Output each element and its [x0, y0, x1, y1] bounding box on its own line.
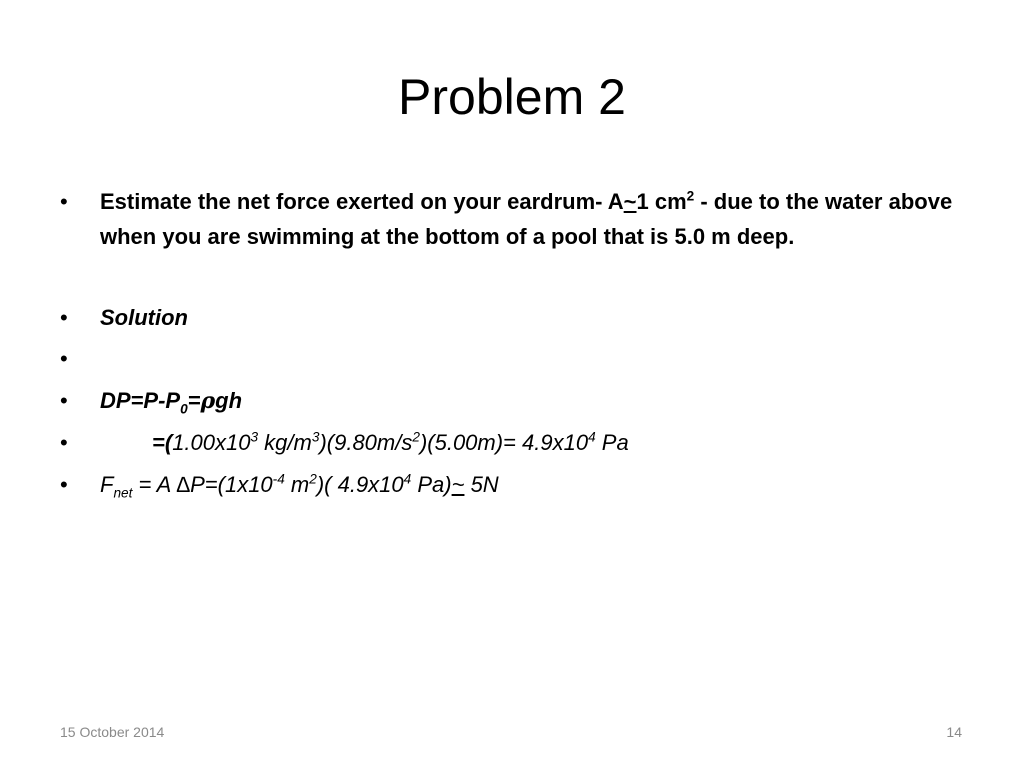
eq3-part-e: )( 4.9x10: [316, 472, 404, 497]
eq2-part-e: Pa: [595, 430, 629, 455]
eq3-part-a: F: [100, 472, 114, 497]
eq3-sup1: -4: [272, 471, 285, 487]
eq2-part-c: )(9.80m/s: [319, 430, 413, 455]
problem-text-part1: Estimate the net force exerted on your eardrum- A: [100, 189, 624, 214]
rho-symbol: ρ: [200, 388, 216, 414]
eq2-sup1: 3: [250, 429, 259, 445]
eq2-sup2: 3: [311, 429, 320, 445]
footer-date: 15 October 2014: [60, 724, 165, 740]
eq2-lead: =(: [152, 430, 173, 455]
bullet-dot: •: [60, 472, 68, 497]
eq3-part-d: m: [284, 472, 310, 497]
solution-label: Solution: [100, 305, 188, 330]
bullet-problem-statement: [60, 184, 960, 254]
eq3-subscript: net: [113, 485, 133, 501]
slide-title: Problem 2: [398, 69, 626, 125]
eq3-part-g: 5N: [464, 472, 499, 497]
bullet-dot: •: [60, 189, 68, 214]
bullet-list: [60, 184, 960, 506]
eq1-part-a: DP=P-P: [100, 388, 181, 413]
eq2-part-a: 1.00x10: [172, 430, 251, 455]
eq1-part-c: gh: [215, 388, 243, 413]
approx-symbol: ~: [623, 189, 637, 214]
eq1-subscript: 0: [180, 401, 188, 417]
eq3-part-b: = A: [132, 472, 177, 497]
bullet-equation-pressure: [60, 380, 960, 422]
bullet-solution: [60, 298, 960, 338]
eq1-part-b: =: [187, 388, 201, 413]
bullet-dot: •: [60, 430, 68, 455]
eq3-part-f: Pa): [411, 472, 452, 497]
eq2-sup3: 2: [412, 429, 420, 445]
eq3-sup2: 2: [309, 471, 317, 487]
eq2-part-d: )(5.00m)= 4.9x10: [419, 430, 589, 455]
bullet-equation-force: [60, 464, 960, 506]
footer-page-number: 14: [946, 724, 962, 740]
problem-superscript: 2: [686, 188, 695, 204]
problem-text-part3: - due to the water above when you are swimming at the bottom of a pool that is 5.0 m deep.: [100, 189, 953, 249]
bullet-equation-calculation: [60, 422, 960, 464]
approx-symbol: ~: [451, 472, 465, 497]
bullet-dot: •: [60, 305, 68, 330]
eq2-sup4: 4: [588, 429, 596, 445]
bullet-empty: [60, 338, 960, 380]
bullet-dot: •: [60, 346, 68, 371]
eq3-sup3: 4: [403, 471, 412, 487]
bullet-dot: •: [60, 388, 68, 413]
eq3-part-c: P=(1x10: [190, 472, 273, 497]
eq2-part-b: kg/m: [258, 430, 312, 455]
delta-symbol: ∆: [176, 472, 191, 497]
problem-text-part2: 1 cm: [636, 189, 687, 214]
